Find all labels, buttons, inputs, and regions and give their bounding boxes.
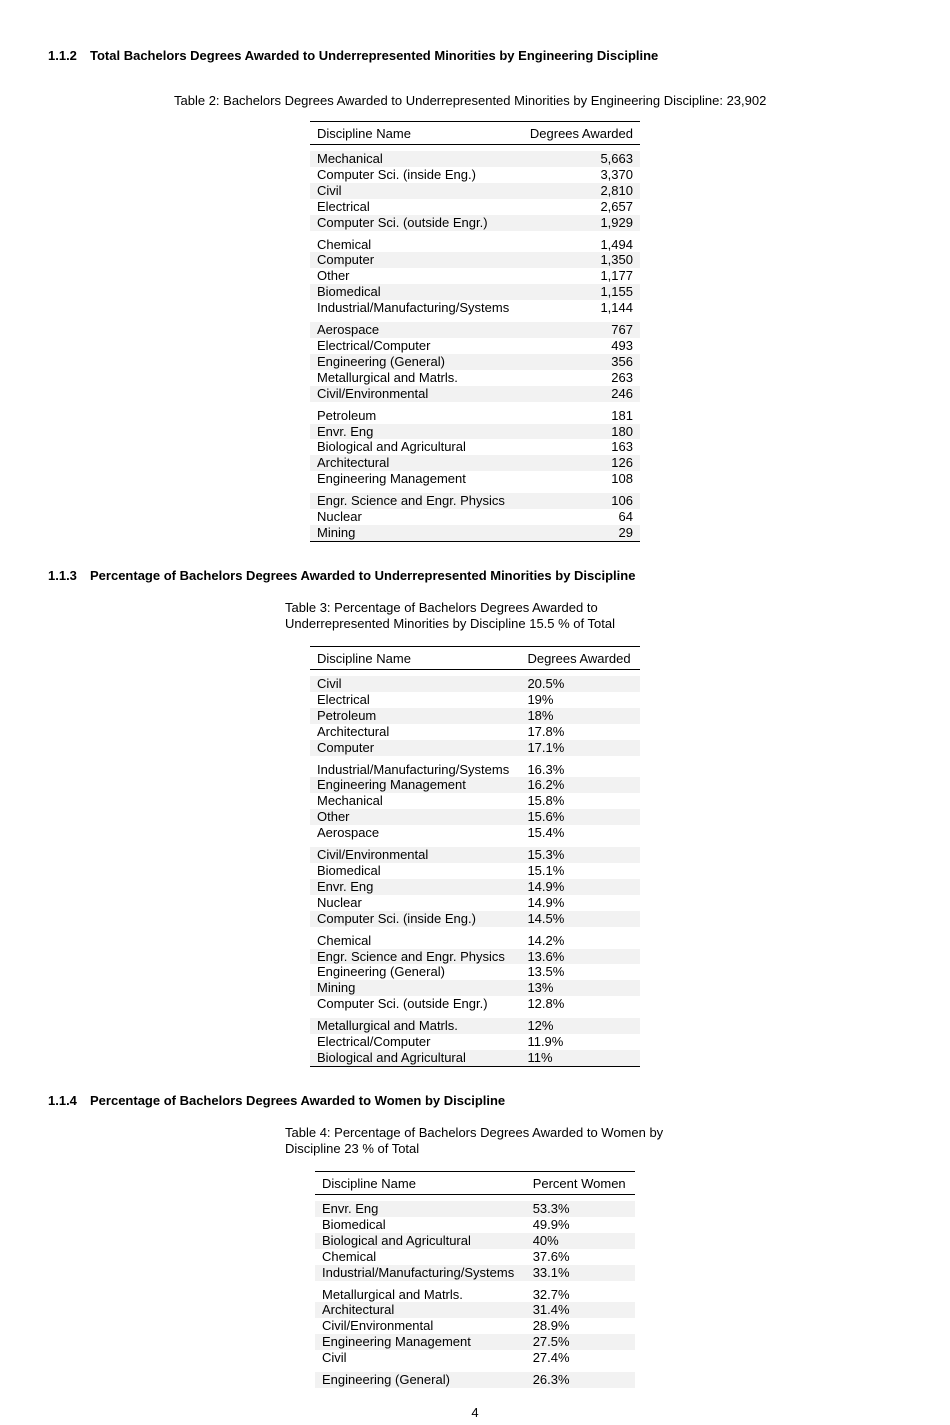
discipline-name-cell: Nuclear	[317, 894, 362, 910]
discipline-name-cell: Aerospace	[317, 825, 380, 841]
value-cell: 40%	[526, 1233, 635, 1249]
value-cell: 28.9%	[532, 1318, 570, 1334]
discipline-name-cell: Industrial/Manufacturing/Systems	[315, 1265, 526, 1281]
value-cell: 14.2%	[527, 932, 565, 948]
table-row	[310, 268, 640, 284]
value-cell: 1,155	[520, 284, 640, 300]
table-row	[315, 1287, 635, 1303]
value-cell: 19%	[527, 691, 554, 707]
table-row	[310, 762, 640, 778]
table-row	[315, 1302, 635, 1318]
discipline-name-cell: Mining	[310, 525, 520, 541]
table-row	[310, 980, 640, 996]
value-cell: 12.8%	[527, 996, 565, 1012]
discipline-name-cell: Civil	[322, 1350, 347, 1366]
value-cell: 246	[520, 386, 640, 402]
discipline-name-cell: Biological and Agricultural	[317, 439, 466, 455]
table-row	[310, 911, 640, 927]
table-row	[310, 183, 640, 199]
value-cell: 263	[611, 369, 633, 385]
discipline-name-cell: Electrical/Computer	[317, 1034, 431, 1050]
table-row	[310, 879, 640, 895]
discipline-name-cell: Engineering (General)	[310, 354, 520, 370]
value-cell: 108	[611, 471, 633, 487]
discipline-name-cell: Architectural	[317, 723, 390, 739]
table-3	[310, 646, 640, 1067]
table-row	[310, 793, 640, 809]
table-row	[310, 151, 640, 167]
value-cell: 15.1%	[527, 862, 565, 878]
table-row	[315, 1372, 635, 1388]
discipline-name-cell: Chemical	[317, 932, 372, 948]
value-cell: 49.9%	[532, 1216, 570, 1232]
column-header-discipline: Discipline Name	[315, 1172, 526, 1195]
value-cell: 32.7%	[532, 1286, 570, 1302]
column-header-discipline: Discipline Name	[310, 122, 520, 145]
table-row	[310, 215, 640, 231]
discipline-name-cell: Chemical	[322, 1248, 377, 1264]
table-row	[310, 237, 640, 253]
table-row	[310, 354, 640, 370]
value-cell: 15.4%	[527, 825, 565, 841]
table-row	[310, 825, 640, 841]
value-cell: 14.9%	[527, 894, 565, 910]
value-cell: 356	[520, 354, 640, 370]
discipline-name-cell: Metallurgical and Matrls.	[310, 1018, 520, 1034]
table-row	[310, 471, 640, 487]
table-row	[310, 777, 640, 793]
table-row	[310, 996, 640, 1012]
table-row	[310, 724, 640, 740]
discipline-name-cell: Biomedical	[310, 284, 520, 300]
discipline-name-cell: Biomedical	[322, 1216, 386, 1232]
column-header-value: Degrees Awarded	[520, 122, 640, 145]
section-heading-1-1-4	[48, 1093, 505, 1108]
table-row	[310, 493, 640, 509]
table-row	[310, 322, 640, 338]
discipline-name-cell: Envr. Eng	[310, 424, 520, 440]
table-caption-3: Table 3: Percentage of Bachelors Degrees Awarded to Underrepresented Minorities by Discipline 15.5 % of Total	[285, 600, 615, 631]
value-cell: 20.5%	[520, 676, 640, 692]
value-cell: 1,177	[600, 268, 633, 284]
discipline-name-cell: Industrial/Manufacturing/Systems	[317, 300, 510, 316]
table-row	[315, 1318, 635, 1334]
table-header-row	[315, 1172, 635, 1195]
discipline-name-cell: Engr. Science and Engr. Physics	[310, 493, 520, 509]
table-row	[310, 1050, 640, 1066]
table-row	[310, 933, 640, 949]
table-row	[310, 740, 640, 756]
discipline-name-cell: Computer Sci. (outside Engr.)	[317, 996, 488, 1012]
value-cell: 180	[520, 424, 640, 440]
value-cell: 1,144	[600, 300, 633, 316]
discipline-name-cell: Petroleum	[317, 407, 377, 423]
value-cell: 37.6%	[532, 1248, 570, 1264]
table-row	[315, 1350, 635, 1366]
value-cell: 15.3%	[520, 847, 640, 863]
value-cell: 106	[520, 493, 640, 509]
table-caption-2: Table 2: Bachelors Degrees Awarded to Underrepresented Minorities by Engineering Discipline: 23,902	[174, 93, 767, 108]
discipline-name-cell: Mining	[310, 980, 520, 996]
value-cell: 12%	[520, 1018, 640, 1034]
discipline-name-cell: Engineering Management	[317, 471, 466, 487]
value-cell: 15.8%	[527, 793, 565, 809]
value-cell: 14.9%	[520, 879, 640, 895]
table-row	[310, 167, 640, 183]
table-row	[310, 386, 640, 402]
value-cell: 493	[611, 337, 633, 353]
section-number: 1.1.3	[48, 568, 77, 583]
table-row	[310, 895, 640, 911]
table-row	[315, 1201, 635, 1217]
discipline-name-cell: Aerospace	[310, 322, 520, 338]
table-row	[310, 338, 640, 354]
column-header-value: Degrees Awarded	[520, 647, 640, 670]
discipline-name-cell: Other	[310, 809, 520, 825]
table-row	[310, 809, 640, 825]
value-cell: 13%	[520, 980, 640, 996]
discipline-name-cell: Petroleum	[310, 708, 520, 724]
discipline-name-cell: Electrical	[317, 691, 370, 707]
value-cell: 5,663	[520, 151, 640, 167]
table-row	[310, 284, 640, 300]
value-cell: 767	[520, 322, 640, 338]
discipline-name-cell: Architectural	[310, 455, 520, 471]
value-cell: 1,350	[520, 252, 640, 268]
table-row	[310, 252, 640, 268]
discipline-name-cell: Chemical	[317, 236, 372, 252]
discipline-name-cell: Computer Sci. (inside Eng.)	[317, 166, 476, 182]
discipline-name-cell: Computer Sci. (outside Engr.)	[310, 215, 520, 231]
value-cell: 33.1%	[526, 1265, 635, 1281]
table-row	[315, 1249, 635, 1265]
discipline-name-cell: Biological and Agricultural	[310, 1050, 520, 1066]
value-cell: 27.4%	[532, 1350, 570, 1366]
table-row	[310, 455, 640, 471]
column-header-value: Percent Women	[526, 1172, 635, 1195]
discipline-name-cell: Civil/Environmental	[310, 847, 520, 863]
discipline-name-cell: Civil	[310, 676, 520, 692]
discipline-name-cell: Metallurgical and Matrls.	[322, 1286, 463, 1302]
table-caption-4: Table 4: Percentage of Bachelors Degrees Awarded to Women by Discipline 23 % of Total	[285, 1125, 664, 1156]
discipline-name-cell: Civil/Environmental	[322, 1318, 434, 1334]
table-row	[310, 949, 640, 965]
discipline-name-cell: Envr. Eng	[315, 1201, 526, 1217]
value-cell: 17.1%	[520, 740, 640, 756]
table-row	[310, 708, 640, 724]
value-cell: 3,370	[600, 166, 633, 182]
section-heading-1-1-3	[48, 568, 635, 583]
discipline-name-cell: Engineering (General)	[317, 964, 445, 980]
discipline-name-cell: Engineering Management	[315, 1334, 526, 1350]
table-row	[310, 1034, 640, 1050]
column-header-discipline: Discipline Name	[310, 647, 520, 670]
discipline-name-cell: Engr. Science and Engr. Physics	[310, 949, 520, 965]
table-row	[310, 424, 640, 440]
discipline-name-cell: Biomedical	[317, 862, 381, 878]
value-cell: 64	[618, 509, 633, 525]
discipline-name-cell: Engineering (General)	[315, 1372, 526, 1388]
table-row	[310, 847, 640, 863]
discipline-name-cell: Biological and Agricultural	[315, 1233, 526, 1249]
table-row	[310, 1018, 640, 1034]
value-cell: 13.5%	[527, 964, 565, 980]
discipline-name-cell: Nuclear	[317, 509, 362, 525]
discipline-name-cell: Civil/Environmental	[310, 386, 520, 402]
table-row	[315, 1217, 635, 1233]
discipline-name-cell: Electrical	[317, 198, 370, 214]
value-cell: 163	[611, 439, 633, 455]
value-cell: 53.3%	[526, 1201, 635, 1217]
table-row	[310, 676, 640, 692]
value-cell: 126	[520, 455, 640, 471]
section-title: Percentage of Bachelors Degrees Awarded to Underrepresented Minorities by Discipline	[90, 568, 636, 583]
discipline-name-cell: Engineering Management	[310, 777, 520, 793]
discipline-name-cell: Civil	[310, 183, 520, 199]
discipline-name-cell: Computer	[310, 740, 520, 756]
table-row	[310, 509, 640, 525]
table-row	[310, 408, 640, 424]
table-header-row	[310, 647, 640, 670]
discipline-name-cell: Electrical/Computer	[317, 337, 431, 353]
table-row	[310, 692, 640, 708]
value-cell: 27.5%	[526, 1334, 635, 1350]
value-cell: 181	[611, 407, 633, 423]
page-number: 4	[471, 1405, 479, 1420]
value-cell: 14.5%	[520, 911, 640, 927]
value-cell: 18%	[520, 708, 640, 724]
discipline-name-cell: Envr. Eng	[310, 879, 520, 895]
discipline-name-cell: Other	[317, 268, 350, 284]
table-row	[310, 439, 640, 455]
section-title: Percentage of Bachelors Degrees Awarded to Women by Discipline	[90, 1093, 506, 1108]
value-cell: 17.8%	[527, 723, 565, 739]
value-cell: 2,810	[520, 183, 640, 199]
table-row	[315, 1334, 635, 1350]
table-row	[310, 300, 640, 316]
table-row	[310, 370, 640, 386]
discipline-name-cell: Architectural	[315, 1302, 526, 1318]
discipline-name-cell: Metallurgical and Matrls.	[317, 369, 458, 385]
table-row	[315, 1233, 635, 1249]
value-cell: 31.4%	[526, 1302, 635, 1318]
discipline-name-cell: Computer	[310, 252, 520, 268]
discipline-name-cell: Industrial/Manufacturing/Systems	[317, 761, 510, 777]
section-number: 1.1.2	[48, 48, 77, 63]
discipline-name-cell: Computer Sci. (inside Eng.)	[310, 911, 520, 927]
section-heading-1-1-2	[48, 48, 658, 63]
value-cell: 16.2%	[520, 777, 640, 793]
table-row	[310, 525, 640, 541]
discipline-name-cell: Mechanical	[317, 793, 383, 809]
discipline-name-cell: Mechanical	[310, 151, 520, 167]
table-2	[310, 121, 640, 542]
table-header-row	[310, 122, 640, 145]
value-cell: 11%	[520, 1050, 640, 1066]
value-cell: 29	[520, 525, 640, 541]
table-row	[310, 863, 640, 879]
value-cell: 2,657	[600, 198, 633, 214]
value-cell: 13.6%	[520, 949, 640, 965]
value-cell: 1,929	[520, 215, 640, 231]
section-number: 1.1.4	[48, 1093, 77, 1108]
table-row	[315, 1265, 635, 1281]
value-cell: 1,494	[600, 236, 633, 252]
table-row	[310, 199, 640, 215]
value-cell: 15.6%	[520, 809, 640, 825]
value-cell: 16.3%	[527, 761, 565, 777]
section-title: Total Bachelors Degrees Awarded to Underrepresented Minorities by Engineering Discipline	[90, 48, 659, 63]
table-4	[315, 1171, 635, 1388]
value-cell: 26.3%	[526, 1372, 635, 1388]
table-row	[310, 964, 640, 980]
value-cell: 11.9%	[527, 1034, 564, 1050]
